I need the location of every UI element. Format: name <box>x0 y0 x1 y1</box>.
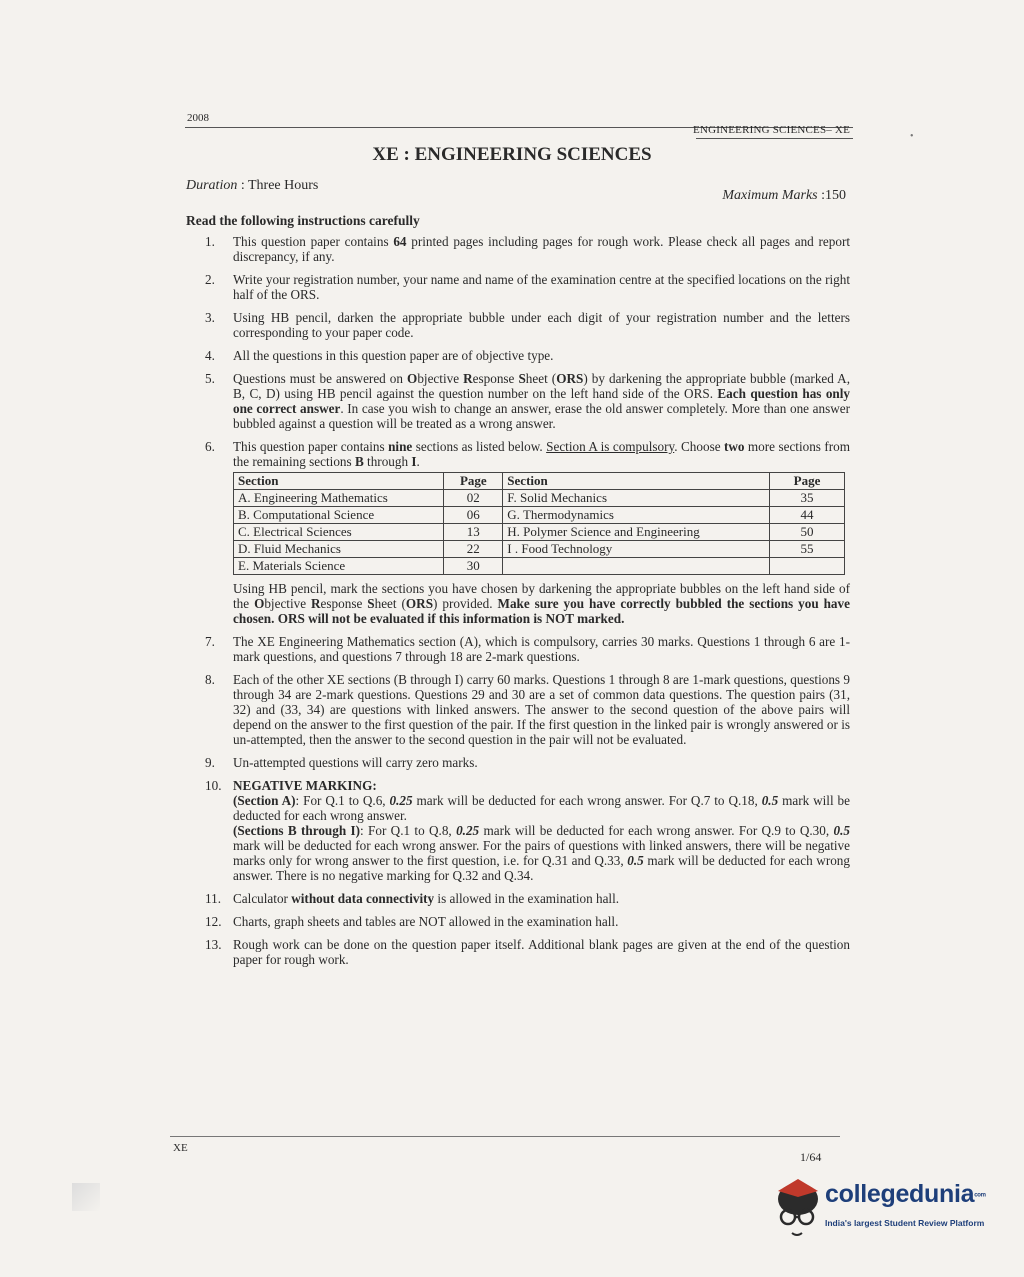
instruction-item <box>205 914 850 929</box>
instruction-number: 9. <box>205 755 215 770</box>
instruction-number: 2. <box>205 272 215 287</box>
bold-term: without data connectivity <box>291 891 435 906</box>
table-cell: H. Polymer Science and Engineering <box>503 524 770 541</box>
table-cell: 02 <box>444 490 503 507</box>
table-cell: 13 <box>444 524 503 541</box>
bold-letter: R <box>463 371 473 386</box>
bold-letter: S <box>367 596 375 611</box>
table-header: Page <box>770 473 845 490</box>
bold-term: B <box>354 454 364 469</box>
instruction-item <box>205 937 850 967</box>
bold-letter: O <box>407 371 418 386</box>
table-cell: 06 <box>444 507 503 524</box>
instruction-item <box>205 439 850 634</box>
max-marks-label: Maximum Marks <box>722 188 818 203</box>
instruction-item <box>205 310 850 340</box>
text-fragment: Calculator <box>233 891 292 906</box>
table-cell: D. Fluid Mechanics <box>234 541 444 558</box>
instruction-number: 12. <box>205 914 222 929</box>
instruction-item <box>205 272 850 302</box>
table-cell: 50 <box>770 524 845 541</box>
instruction-item <box>205 778 850 883</box>
instruction-number: 10. <box>205 778 222 793</box>
table-row <box>234 490 845 507</box>
after-table-text <box>233 581 850 626</box>
text-fragment: . <box>416 454 420 469</box>
text-fragment: esponse <box>320 596 368 611</box>
page-shadow <box>72 1183 100 1211</box>
max-marks <box>722 188 846 204</box>
scan-dot: • <box>910 131 914 142</box>
table-header-row <box>234 473 845 490</box>
table-row <box>234 558 845 575</box>
instruction-number: 8. <box>205 672 215 687</box>
text-fragment: heet ( <box>525 371 557 386</box>
instruction-text: Using HB pencil, darken the appropriate bubble under each digit of your registration number and the letters corresponding to your paper code. <box>233 310 850 340</box>
mark-value: 0.5 <box>833 823 850 838</box>
mark-value: 0.5 <box>627 853 644 868</box>
table-row <box>234 541 845 558</box>
table-row <box>234 507 845 524</box>
bold-letter: R <box>311 596 321 611</box>
negative-marking-heading: NEGATIVE MARKING: <box>233 778 377 793</box>
underlined-term: Section A is compulsory <box>546 439 675 454</box>
text-fragment: : For Q.1 to Q.8, <box>360 823 457 838</box>
instruction-text: Rough work can be done on the question paper itself. Additional blank pages are given at the end of the question paper for rough work. <box>233 937 850 967</box>
instruction-text: Charts, graph sheets and tables are NOT allowed in the examination hall. <box>233 914 619 929</box>
mark-value: 0.25 <box>389 793 413 808</box>
brand-name <box>825 1180 986 1209</box>
text-fragment: through <box>363 454 412 469</box>
instruction-item <box>205 634 850 664</box>
table-cell: 44 <box>770 507 845 524</box>
instruction-text <box>233 439 850 634</box>
instruction-text <box>233 891 850 906</box>
table-cell: G. Thermodynamics <box>503 507 770 524</box>
table-cell: A. Engineering Mathematics <box>234 490 444 507</box>
instruction-number: 1. <box>205 234 215 249</box>
sections-table <box>233 472 845 575</box>
table-cell: 55 <box>770 541 845 558</box>
duration-value: : Three Hours <box>237 178 319 193</box>
table-cell <box>770 558 845 575</box>
text-fragment: mark will be deducted for each wrong answer. <box>233 793 850 823</box>
bold-warning: Make sure you have correctly bubbled the sections you have chosen. ORS will not be evaluated if this information is NOT marked. <box>233 596 850 626</box>
instruction-text: Write your registration number, your name and name of the examination centre at the specified locations on the right half of the ORS. <box>233 272 850 302</box>
text-fragment: mark will be deducted for each wrong answer. For Q.7 to Q.18, <box>412 793 762 808</box>
instruction-number: 7. <box>205 634 215 649</box>
page-title: XE : ENGINEERING SCIENCES <box>372 144 652 165</box>
table-cell: C. Electrical Sciences <box>234 524 444 541</box>
text-fragment: Questions must be answered on <box>233 371 408 386</box>
instruction-text <box>233 778 850 883</box>
table-cell: F. Solid Mechanics <box>503 490 770 507</box>
instruction-text <box>233 234 850 264</box>
table-cell: 35 <box>770 490 845 507</box>
table-cell: B. Computational Science <box>234 507 444 524</box>
bold-term: (Section A) <box>233 793 296 808</box>
paper-label: ENGINEERING SCIENCES– XE <box>693 124 850 136</box>
table-cell: 22 <box>444 541 503 558</box>
table-cell: I . Food Technology <box>503 541 770 558</box>
page-number: 1/64 <box>800 1150 822 1164</box>
instruction-text: The XE Engineering Mathematics section (A), which is compulsory, carries 30 marks. Questions 1 through 6 are 1-mark questions, and questions 7 through 18 are 2-mark questions. <box>233 634 850 664</box>
header-rule-right <box>696 138 853 139</box>
text-fragment: mark will be deducted for each wrong answer. For Q.9 to Q.30, <box>479 823 834 838</box>
table-row <box>234 524 845 541</box>
text-fragment: esponse <box>472 371 519 386</box>
brand-suffix: com <box>974 1192 986 1199</box>
duration <box>186 178 318 194</box>
instruction-item <box>205 348 850 363</box>
table-cell: E. Materials Science <box>234 558 444 575</box>
bold-term: two <box>723 439 745 454</box>
text-fragment: mark will be deducted for each wrong answer. For the pairs of questions with linked answers, there will be negative marks only for wrong answer to the first question, i.e. for Q.31 and Q.33, <box>233 838 850 868</box>
bold-letter: S <box>518 371 526 386</box>
instruction-text: Each of the other XE sections (B through I) carry 60 marks. Questions 1 through 8 are 1-mark questions, questions 9 through 34 are 2-mark questions. Questions 29 and 30 are a set of common data questions. The question pairs (31, 32) and (33, 34) are questions with linked answers. The answer to the second question of the above pairs will depend on the answer to the first question of the pair. If the first question in the linked pair is wrongly answered or is un-attempted, then the answer to the second question in the pair will not be evaluated. <box>233 672 850 747</box>
instruction-number: 13. <box>205 937 222 952</box>
text-fragment: is allowed in the examination hall. <box>434 891 620 906</box>
text-fragment: : For Q.1 to Q.6, <box>295 793 390 808</box>
footer-paper-code: XE <box>173 1142 188 1154</box>
instruction-item <box>205 891 850 906</box>
instruction-text: All the questions in this question paper are of objective type. <box>233 348 554 363</box>
table-header: Section <box>503 473 770 490</box>
bold-letter: O <box>254 596 265 611</box>
text-fragment: ) provided. <box>433 596 498 611</box>
page-count: 64 <box>393 234 407 249</box>
bold-term: I <box>411 454 417 469</box>
text-fragment: heet ( <box>374 596 406 611</box>
text-fragment: This question paper contains <box>233 234 394 249</box>
text-fragment: . Choose <box>674 439 724 454</box>
max-marks-value: :150 <box>817 188 846 203</box>
instruction-item <box>205 371 850 431</box>
read-instructions-heading: Read the following instructions carefully <box>186 213 420 228</box>
mark-value: 0.5 <box>761 793 779 808</box>
instruction-item <box>205 672 850 747</box>
text-fragment: more sections from the remaining sections <box>233 439 851 469</box>
negative-marking-sections-b-i <box>233 823 850 883</box>
text-fragment: This question paper contains <box>233 439 389 454</box>
instructions-list <box>205 234 850 975</box>
text-fragment: ) by darkening the appropriate bubble (marked A, B, C, D) using HB pencil against the question number on the left hand side of the ORS. <box>233 371 850 401</box>
text-fragment: Using HB pencil, mark the sections you have chosen by darkening the appropriate bubbles on the left hand side of the <box>233 581 850 611</box>
bold-term: (Sections B through I) <box>233 823 361 838</box>
brand-text: collegedunia <box>825 1180 975 1208</box>
bold-term: nine <box>388 439 413 454</box>
instruction-item <box>205 234 850 264</box>
instruction-text: Un-attempted questions will carry zero marks. <box>233 755 478 770</box>
text-fragment: bjective <box>264 596 312 611</box>
instruction-number: 4. <box>205 348 215 363</box>
footer-rule <box>170 1136 840 1137</box>
mascot-icon <box>778 1179 818 1235</box>
instruction-item <box>205 755 850 770</box>
mark-value: 0.25 <box>456 823 480 838</box>
text-fragment: sections as listed below. <box>412 439 547 454</box>
instruction-number: 5. <box>205 371 215 386</box>
text-fragment: mark will be deducted for each wrong answer. There is no negative marking for Q.32 and Q.34. <box>233 853 850 883</box>
year-label: 2008 <box>187 112 209 124</box>
table-header: Section <box>234 473 444 490</box>
instruction-number: 11. <box>205 891 221 906</box>
text-fragment: bjective <box>417 371 464 386</box>
table-cell: 30 <box>444 558 503 575</box>
text-fragment: printed pages including pages for rough work. Please check all pages and report discrepancy, if any. <box>233 234 850 264</box>
table-header: Page <box>444 473 503 490</box>
text-fragment: . In case you wish to change an answer, erase the old answer completely. More than one answer bubbled against a question will be treated as a wrong answer. <box>233 401 850 431</box>
bold-term: ORS <box>405 596 434 611</box>
duration-label: Duration <box>186 178 238 193</box>
instruction-number: 3. <box>205 310 215 325</box>
instruction-text <box>233 371 850 431</box>
brand-tagline: India's largest Student Review Platform <box>825 1218 985 1228</box>
table-cell <box>503 558 770 575</box>
negative-marking-section-a <box>233 793 850 823</box>
instruction-number: 6. <box>205 439 215 454</box>
bold-term: ORS <box>556 371 584 386</box>
bold-term: Each question has only one correct answer <box>233 386 851 416</box>
